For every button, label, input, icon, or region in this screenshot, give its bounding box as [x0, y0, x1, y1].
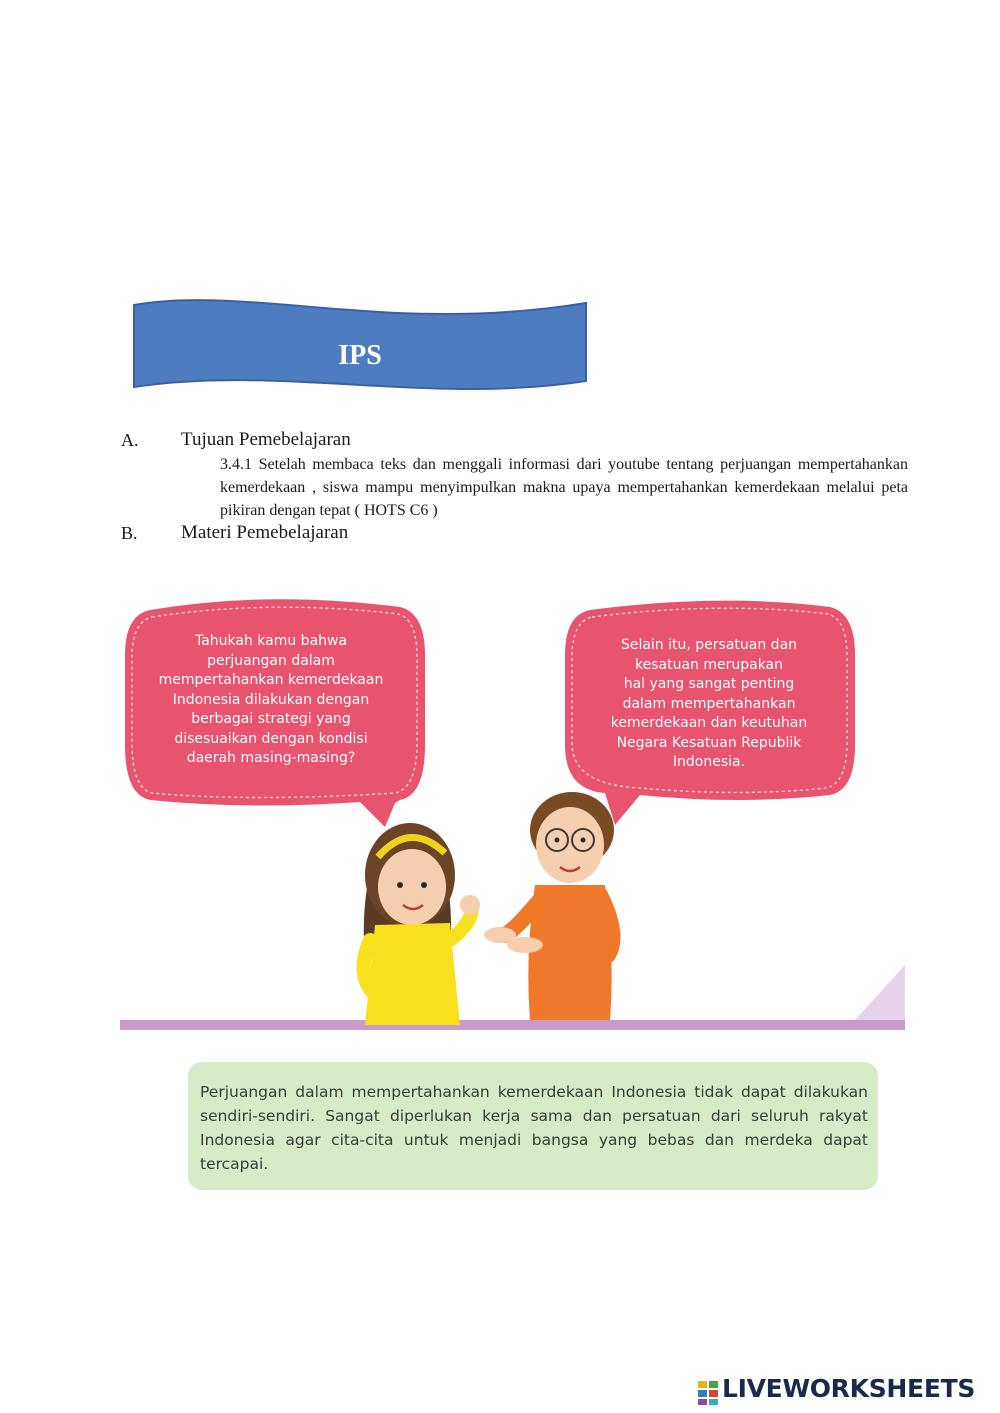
info-box-text: Perjuangan dalam mempertahankan kemerdekaan Indonesia tidak dapat dilakukan sendiri-sendiri. Sangat diperlukan kerja sama dan persatuan dari seluruh rakyat Indonesia agar cita-cita untuk menjadi bangsa yang bebas dan merdeka dapat tercapai. [200, 1083, 868, 1173]
section-a-title: Tujuan Pemebelajaran [181, 429, 351, 450]
objective-text: 3.4.1 Setelah membaca teks dan menggali informasi dari youtube tentang perjuangan mempertahankan kemerdekaan , siswa mampu menyimpulkan makna upaya mempertahankan kemerdekaan melalui peta pikiran dengan tepat ( HOTS C6 ) [220, 456, 908, 519]
bubble-left-line: Indonesia dilakukan dengan [172, 691, 370, 708]
bubble-left-line: berbagai strategi yang [191, 711, 351, 727]
liveworksheets-logo-text[interactable]: LIVEWORKSHEETS [722, 1374, 976, 1403]
bubble-left-line: disesuaikan dengan kondisi [174, 730, 368, 747]
bubble-right-line: dalam mempertahankan [622, 695, 796, 712]
bubble-left-line: mempertahankan kemerdekaan [158, 672, 384, 688]
bubble-left-text [140, 632, 402, 769]
boy-figure [484, 792, 614, 1020]
bubble-right-line: Negara Kesatuan Republik [616, 734, 802, 751]
bubble-left-line: perjuangan dalam [207, 652, 335, 669]
bubble-left-line: daerah masing-masing? [186, 750, 356, 766]
bubble-right-text [578, 636, 840, 773]
girl-figure [364, 823, 480, 1025]
section-a-letter: A. [121, 430, 139, 450]
banner-title: IPS [338, 340, 382, 371]
section-b-title: Materi Pemebelajaran [181, 522, 349, 543]
bubble-left-line: Tahukah kamu bahwa [194, 633, 348, 649]
section-b-letter: B. [121, 523, 138, 543]
bubble-right-line: Selain itu, persatuan dan [620, 637, 798, 653]
bubble-right-line: kemerdekaan dan keutuhan [610, 715, 808, 731]
bubble-right-line: kesatuan merupakan [634, 656, 784, 673]
liveworksheets-logo-icon [697, 1380, 719, 1406]
bubble-right-line: hal yang sangat penting [623, 676, 795, 692]
floor-strip [120, 1020, 905, 1030]
bubble-right-line: Indonesia. [672, 754, 746, 770]
floor-corner [855, 965, 905, 1020]
